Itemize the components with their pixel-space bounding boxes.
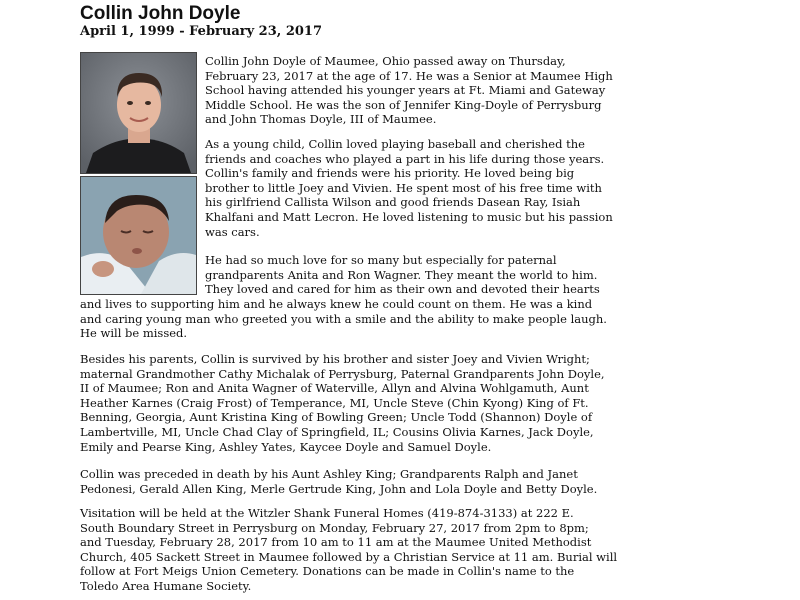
text-line: School having attended his younger years at Ft. Miami and Gateway (205, 83, 606, 98)
text-line: February 23, 2017 at the age of 17. He was a Senior at Maumee High (205, 68, 613, 83)
grandparents-paragraph (205, 253, 600, 297)
text-line: Khalfani and Matt Lecron. He loved listening to music but his passion (205, 209, 613, 224)
obituary-title: Collin John Doyle (80, 3, 241, 24)
text-line: II of Maumee; Ron and Anita Wagner of Waterville, Allyn and Alvina Wohlgamuth, Aunt (80, 381, 589, 396)
text-line: follow at Fort Meigs Union Cemetery. Donations can be made in Collin's name to the (80, 564, 575, 579)
text-line: He had so much love for so many but especially for paternal (205, 253, 557, 267)
baby-photo (80, 176, 197, 295)
intro-paragraph (205, 54, 613, 127)
text-line: Besides his parents, Collin is survived by his brother and sister Joey and Vivien Wright; (80, 352, 590, 366)
text-line: He will be missed. (80, 326, 188, 341)
text-line: and caring young man who greeted you with a smile and the ability to make people laugh. (80, 311, 607, 326)
childhood-paragraph (205, 137, 613, 239)
survivors-paragraph (80, 352, 605, 454)
text-line: Church, 405 Sackett Street in Maumee followed by a Christian Service at 11 am. Burial will (80, 549, 618, 564)
baby-photo-icon (81, 177, 196, 294)
text-line: and Tuesday, February 28, 2017 from 10 am to 11 am at the Maumee United Methodist (80, 535, 592, 550)
text-line: Collin was preceded in death by his Aunt Ashley King; Grandparents Ralph and Janet (80, 467, 578, 481)
text-line: grandparents Anita and Ron Wagner. They meant the world to him. (205, 267, 598, 282)
text-line: They loved and cared for him as their own and devoted their hearts (205, 282, 600, 297)
text-line: Heather Karnes (Craig Frost) of Temperance, MI, Uncle Steve (Chin Kyong) King of Ft. (80, 395, 589, 410)
text-line: Lambertville, MI, Uncle Chad Clay of Springfield, IL; Cousins Olivia Karnes, Jack Doyle, (80, 424, 594, 439)
senior-portrait-photo (80, 52, 197, 174)
text-line: brother to little Joey and Vivien. He spent most of his free time with (205, 180, 602, 195)
text-line: As a young child, Collin loved playing baseball and cherished the (205, 137, 585, 151)
visitation-paragraph (80, 506, 617, 594)
text-line: Toledo Area Humane Society. (80, 578, 252, 593)
text-line: Collin John Doyle of Maumee, Ohio passed away on Thursday, (205, 54, 566, 68)
preceded-paragraph (80, 467, 597, 496)
life-dates: April 1, 1999 - February 23, 2017 (80, 24, 323, 39)
text-line: friends and coaches who played a part in his life during those years. (205, 151, 605, 166)
text-line: Benning, Georgia, Aunt Kristina King of Bowling Green; Uncle Todd (Shannon) Doyle of (80, 410, 593, 425)
text-line: and lives to supporting him and he always knew he could count on them. He was a kind (80, 297, 593, 311)
text-line: maternal Grandmother Cathy Michalak of Perrysburg, Paternal Grandparents John Doyle, (80, 366, 605, 381)
text-line: South Boundary Street in Perrysburg on Monday, February 27, 2017 from 2pm to 8pm; (80, 520, 589, 535)
text-line: Visitation will be held at the Witzler Shank Funeral Homes (419-874-3133) at 222 E. (80, 506, 574, 520)
text-line: was cars. (205, 224, 260, 239)
text-line: Pedonesi, Gerald Allen King, Merle Gertrude King, John and Lola Doyle and Betty Doyle. (80, 481, 598, 496)
grandparents-paragraph-continued (80, 297, 607, 341)
text-line: Emily and Pearse King, Ashley Yates, Kaycee Doyle and Samuel Doyle. (80, 439, 492, 454)
text-line: Collin's family and friends were his priority. He loved being big (205, 166, 575, 181)
text-line: Middle School. He was the son of Jennifer King-Doyle of Perrysburg (205, 97, 602, 112)
text-line: his girlfriend Callista Wilson and good friends Dasean Ray, Isiah (205, 195, 581, 210)
text-line: and John Thomas Doyle, III of Maumee. (205, 112, 437, 127)
portrait-photo-icon (81, 53, 196, 173)
